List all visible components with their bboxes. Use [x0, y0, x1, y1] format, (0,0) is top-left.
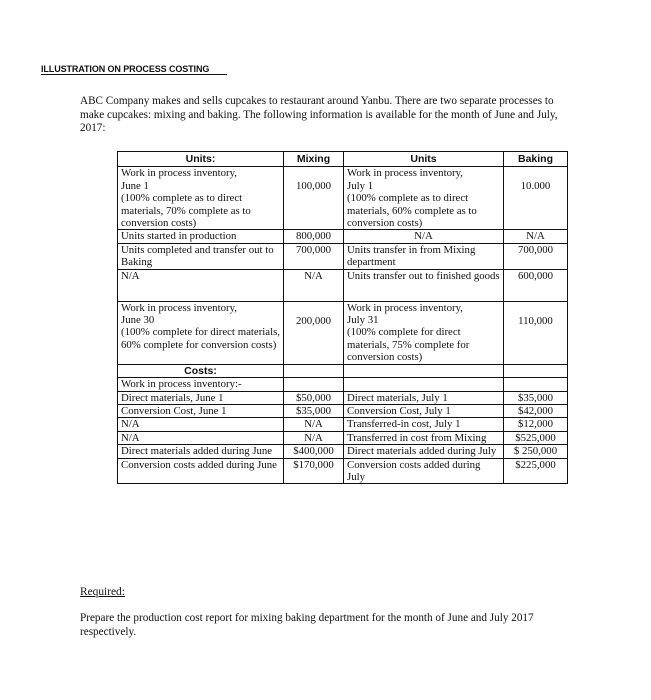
row-label: N/A: [118, 431, 284, 444]
row-label: Work in process inventory:-: [118, 378, 284, 391]
row-label-right: Direct materials added during July: [344, 445, 504, 458]
mixing-value: N/A: [284, 431, 344, 444]
mixing-value: $170,000: [284, 458, 344, 484]
header-units-left: Units:: [118, 152, 284, 167]
row-label: Conversion costs added during June: [118, 458, 284, 484]
baking-value: $35,000: [504, 391, 568, 404]
costs-label: Costs:: [118, 364, 284, 377]
row-label: N/A: [118, 269, 284, 301]
header-units-right: Units: [344, 152, 504, 167]
cost-data-table: [117, 151, 568, 484]
row-label-right: Work in process inventory, July 1 (100% complete as to direct materials, 60% complete as to conversion costs): [344, 167, 504, 230]
table-row: [118, 269, 568, 301]
row-label-right: Transferred-in cost, July 1: [344, 418, 504, 431]
table-row: [118, 230, 568, 243]
row-label-right: Transferred in cost from Mixing: [344, 431, 504, 444]
required-title: Required:: [80, 586, 125, 598]
row-label: Work in process inventory, June 1 (100% complete as to direct materials, 70% complete as to conversion costs): [118, 167, 284, 230]
mixing-value: 700,000: [284, 243, 344, 269]
costs-section-row: [118, 364, 568, 377]
baking-value: 10.000: [504, 167, 568, 230]
intro-paragraph: ABC Company makes and sells cupcakes to restaurant around Yanbu. There are two separate processes to make cupcakes: mixing and baking. The following information is available for the month of June and July, 2017:: [80, 95, 558, 134]
table-row: [118, 243, 568, 269]
baking-value: $42,000: [504, 404, 568, 417]
baking-value: 600,000: [504, 269, 568, 301]
baking-value: $ 250,000: [504, 445, 568, 458]
row-label: Direct materials added during June: [118, 445, 284, 458]
table-row: [118, 458, 568, 484]
table-row: [118, 167, 568, 230]
baking-value: 110,000: [504, 301, 568, 364]
required-text: Prepare the production cost report for mixing baking department for the month of June and July 2017 respectively.: [80, 612, 534, 638]
baking-value: N/A: [504, 230, 568, 243]
row-label-right: Direct materials, July 1: [344, 391, 504, 404]
header-mixing: Mixing: [284, 152, 344, 167]
row-label: Direct materials, June 1: [118, 391, 284, 404]
mixing-value: 800,000: [284, 230, 344, 243]
table-row: [118, 378, 568, 391]
mixing-value: 200,000: [284, 301, 344, 364]
table-row: [118, 431, 568, 444]
baking-value: $525,000: [504, 431, 568, 444]
baking-value: 700,000: [504, 243, 568, 269]
row-label-right: N/A: [344, 230, 504, 243]
mixing-value: $50,000: [284, 391, 344, 404]
mixing-value: $35,000: [284, 404, 344, 417]
header-baking: Baking: [504, 152, 568, 167]
table-row: [118, 418, 568, 431]
table-row: [118, 445, 568, 458]
row-label-right: Units transfer out to finished goods: [344, 269, 504, 301]
table-row: [118, 301, 568, 364]
row-label-right: Conversion Cost, July 1: [344, 404, 504, 417]
table-header-row: [118, 152, 568, 167]
mixing-value: N/A: [284, 269, 344, 301]
row-label: Units completed and transfer out to Baking: [118, 243, 284, 269]
mixing-value: 100,000: [284, 167, 344, 230]
baking-value: $12,000: [504, 418, 568, 431]
row-label-right: Conversion costs added during July: [344, 458, 504, 484]
mixing-value: $400,000: [284, 445, 344, 458]
row-label-right: Work in process inventory, July 31 (100% complete for direct materials, 75% complete for conversion costs): [344, 301, 504, 364]
row-label-right: Units transfer in from Mixing department: [344, 243, 504, 269]
heading-underline: [41, 74, 227, 75]
page-heading: ILLUSTRATION ON PROCESS COSTING: [41, 64, 210, 74]
row-label: Conversion Cost, June 1: [118, 404, 284, 417]
row-label: N/A: [118, 418, 284, 431]
row-label: Work in process inventory, June 30 (100% complete for direct materials, 60% complete for conversion costs): [118, 301, 284, 364]
mixing-value: N/A: [284, 418, 344, 431]
row-label: Units started in production: [118, 230, 284, 243]
table-row: [118, 404, 568, 417]
baking-value: $225,000: [504, 458, 568, 484]
table-row: [118, 391, 568, 404]
